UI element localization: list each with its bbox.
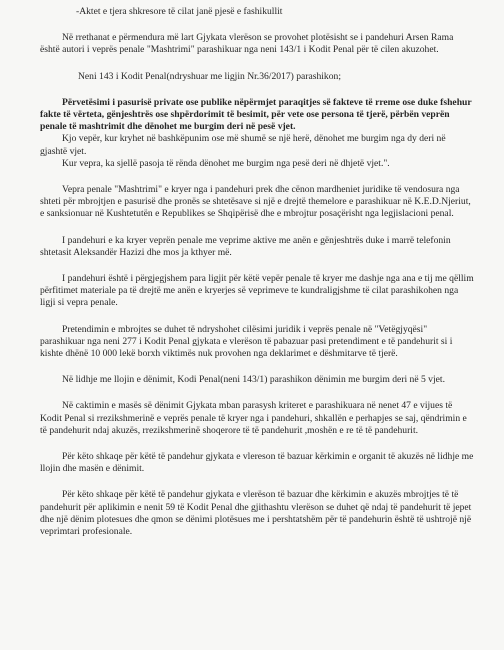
- paragraph-sentence-criteria: Në caktimin e masës së dënimit Gjykata mban parasysh kriteret e parashikuara në nenet 47 e vijues të Kodit Penal si rrezikshmerinë e veprës penale të kryer nga i pandehuri, shkallën e perhapjes se saj, qëndrimin e të pandehurit ndaj akuzës, rrezikshmerinë shoqerore të të pandehurit ,moshën e re të të pandehurit.: [40, 400, 467, 436]
- paragraph-article-intro: Neni 143 i Kodit Penal(ndryshuar me ligjin Nr.36/2017) parashikon;: [78, 70, 341, 82]
- paragraph-defense-claim: Pretendimin e mbrojtes se duhet të ndryshohet cilësimi juridik i veprës penale në "Vetëgjyqësi" parashikuar nga neni 277 i Kodit Penal gjykata e vlerëson të pabazuar pasi pretendiment e të pandehurit si i kishte dhënë 10 000 lekë borxh viktimës nuk provohen nga deklarimet e dëshmitarve të tjerë.: [40, 323, 453, 360]
- paragraph-responsibility: I pandehuri është i përgjegjshem para ligjit për këtë vepër penale të kryer me dashje nga ana e tij me qëllim përfitimet materiale pa të drejtë me anën e kryerjes së veprimeve te kundraligjshme të cilat parashikohen nga ligji si vepra penale.: [40, 273, 474, 309]
- paragraph-additional-sentence: Për këto shkaqe për këtë të pandehur gjykata e vlerëson të bazuar dhe kërkimin e akuzës mbrojtjes të të pandehurit për aplikimin e nenit 59 të Kodit Penal dhe gjithashtu vlerëson se duhet që ndaj të pandehurit të jepet dhe një dënim plotesues dhe qmon se dënimi plotësues me i pershtatshëm për të pandehurin është të ushtrojë një veprimtari profesionale.: [40, 489, 472, 538]
- paragraph-article-consequences: Kur vepra, ka sjellë pasoja të rënda dënohet me burgim nga pesë deri në dhjetë vjet.".: [62, 157, 390, 169]
- paragraph-evidence: -Aktet e tjera shkresore të cilat janë pjesë e fashikullit: [76, 6, 283, 17]
- paragraph-article-text: Përvetësimi i pasurisë private ose publike nëpërmjet paraqitjes së fakteve të rreme ose duke fshehur fakte të vërteta, gënjeshtrës ose shpërdorimit të besimit, për vete ose persona të tjerë, përbën veprën penale të mashtrimit dhe dënohet me burgim deri në pesë vjet.: [40, 96, 472, 133]
- paragraph-article-cooperation: Kjo vepër, kur kryhet në bashkëpunim ose më shumë se një herë, dënohet me burgim nga dy deri në gjashtë vjet.: [40, 133, 446, 157]
- paragraph-action: I pandehuri e ka kryer veprën penale me veprime aktive me anën e gënjeshtrës duke i marrë telefonin shtetasit Aleksandër Hazizi dhe mos ja kthyer më.: [40, 234, 451, 258]
- paragraph-finding: Në rrethanat e përmendura më lart Gjykata vlerëson se provohet plotësisht se i pandehuri Arsen Rama është autori i veprës penale "Mashtrimi" parashikuar nga neni 143/1 i Kodit Penal për të cilen akuzohet.: [40, 32, 454, 56]
- paragraph-sentence-type: Në lidhje me llojin e dënimit, Kodi Penal(neni 143/1) parashikon dënimin me burgim deri në 5 vjet.: [62, 374, 445, 386]
- paragraph-prosecution-request: Për këto shkaqe për këtë të pandehur gjykata e vlereson të bazuar kërkimin e organit të akuzës në lidhje me llojin dhe masën e dënimit.: [40, 451, 474, 475]
- paragraph-offense-description: Vepra penale "Mashtrimi" e kryer nga i pandehuri prek dhe cënon mardheniet juridike të vendosura nga shteti për mbrojtjen e pasurisë dhe pronës se shtetësave si një e drejtë themelore e parashikuar në K.E.D.Njeriut, e sanksionuar në Kushtetutën e Republikes se Shqipërisë dhe e mbrojtur posaçërisht nga legjislacioni penal.: [40, 184, 471, 220]
